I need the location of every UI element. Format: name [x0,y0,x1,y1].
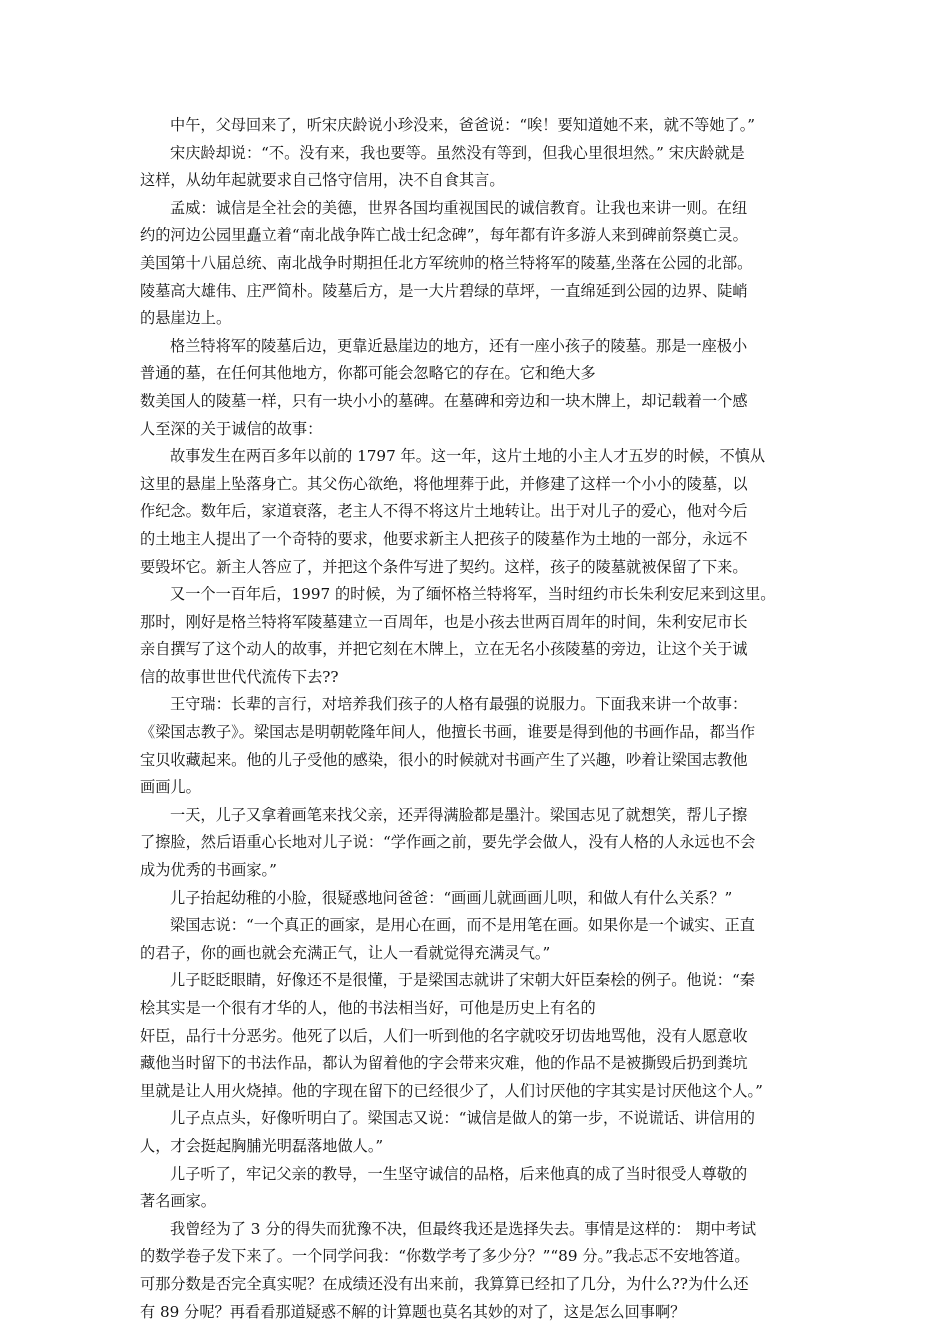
text-line: 桧其实是一个很有才华的人，他的书法相当好，可他是历史上有名的 [140,999,596,1017]
text-line: 儿子点点头，好像听明白了。梁国志又说：“诚信是做人的第一步，不说谎话、讲信用的 [170,1109,755,1128]
text-line: 数美国人的陵墓一样，只有一块小小的墓碑。在墓碑和旁边和一块木牌上，却记载着一个感 [140,391,748,410]
text-line: 《梁国志教子》。梁国志是明朝乾隆年间人，他擅长书画，谁要是得到他的书画作品，都当作 [140,723,756,742]
text-line: 藏他当时留下的书法作品，都认为留着他的字会带来灾难，他的作品不是被撕毁后扔到粪坑 [140,1054,748,1073]
text-line: 作纪念。数年后，家道衰落，老主人不得不将这片土地转让。出于对儿子的爱心，他对今后 [140,502,748,521]
text-line: 约的河边公园里矗立着“南北战争阵亡战士纪念碑”，每年都有许多游人来到碑前祭奠亡灵。 [140,226,748,245]
text-line: 的君子，你的画也就会充满正气，让人一看就觉得充满灵气。” [140,943,551,962]
text-line: 的悬崖边上。 [140,309,232,328]
text-line: 宋庆龄却说：“不。没有来，我也要等。虽然没有等到，但我心里很坦然。” 宋庆龄就是 [170,143,745,162]
text-line: 又一个一百年后，1997 的时候，为了缅怀格兰特将军，当时纽约市长朱利安尼来到这里。 [170,585,776,604]
text-line: 儿子眨眨眼睛，好像还不是很懂，于是梁国志就讲了宋朝大奸臣秦桧的例子。他说：“秦 [170,971,755,990]
text-line: 儿子听了，牢记父亲的教导，一生坚守诚信的品格，后来他真的成了当时很受人尊敬的 [170,1164,748,1183]
text-line: 著名画家。 [140,1192,216,1211]
text-line: 成为优秀的书画家。” [140,861,277,880]
text-line: 的土地主人提出了一个奇特的要求，他要求新主人把孩子的陵墓作为土地的一部分，永远不 [140,529,748,548]
text-line: 美国第十八届总统、南北战争时期担任北方军统帅的格兰特将军的陵墓,坐落在公园的北部。 [140,253,753,272]
text-line: 亲自撰写了这个动人的故事，并把它刻在木牌上，立在无名小孩陵墓的旁边，让这个关于诚 [140,640,748,659]
text-line: 要毁坏它。新主人答应了，并把这个条件写进了契约。这样，孩子的陵墓就被保留了下来。 [140,557,748,576]
text-line: 我曾经为了 3 分的得失而犹豫不决，但最终我还是选择失去。事情是这样的： 期中考试 [170,1219,757,1238]
text-line: 有 89 分呢？再看看那道疑惑不解的计算题也莫名其妙的对了，这是怎么回事啊？ [140,1302,686,1321]
text-line: 这样，从幼年起就要求自己恪守信用，决不自食其言。 [140,171,505,190]
text-line: 一天，儿子又拿着画笔来找父亲，还弄得满脸都是墨汁。梁国志见了就想笑，帮儿子擦 [170,805,748,824]
text-line: 宝贝收藏起来。他的儿子受他的感染，很小的时候就对书画产生了兴趣，吵着让梁国志教他 [140,750,748,769]
text-line: 故事发生在两百多年以前的 1797 年。这一年，这片土地的小主人才五岁的时候，不慎从 [170,447,766,466]
text-line: 这里的悬崖上坠落身亡。其父伤心欲绝，将他埋葬于此，并修建了这样一个小小的陵墓，以 [140,474,748,493]
text-line: 中午，父母回来了，听宋庆龄说小珍没来，爸爸说：“唉！要知道她不来，就不等她了。” [170,116,756,134]
text-line: 画画儿。 [140,778,201,797]
text-line: 里就是让人用火烧掉。他的字现在留下的已经很少了，人们讨厌他的字其实是讨厌他这个人。” [140,1081,763,1100]
document-page [140,112,820,1326]
text-line: 陵墓高大雄伟、庄严简朴。陵墓后方，是一大片碧绿的草坪，一直绵延到公园的边界、陡峭 [140,281,748,300]
text-line: 那时，刚好是格兰特将军陵墓建立一百周年，也是小孩去世两百周年的时间，朱利安尼市长 [140,612,748,631]
text-line: 人至深的关于诚信的故事： [140,419,323,438]
text-line: 人，才会挺起胸脯光明磊落地做人。” [140,1136,384,1155]
text-line: 的数学卷子发下来了。一个同学问我：“你数学考了多少分？”“89 分。”我忐忑不安地答道。 [140,1247,750,1266]
text-line: 王守瑞：长辈的言行，对培养我们孩子的人格有最强的说服力。下面我来讲一个故事： [170,695,748,714]
text-line: 信的故事世世代代流传下去?? [140,667,339,686]
text-line: 孟威：诚信是全社会的美德，世界各国均重视国民的诚信教育。让我也来讲一则。在纽 [170,198,748,217]
text-line: 梁国志说：“一个真正的画家，是用心在画，而不是用笔在画。如果你是一个诚实、正直 [170,916,755,935]
text-line: 可那分数是否完全真实呢？在成绩还没有出来前，我算算已经扣了几分，为什么??为什么还 [140,1274,749,1293]
text-line: 儿子抬起幼稚的小脸，很疑惑地问爸爸：“画画儿就画画儿呗，和做人有什么关系？” [170,888,733,907]
text-line: 奸臣，品行十分恶劣。他死了以后，人们一听到他的名字就咬牙切齿地骂他，没有人愿意收 [140,1026,748,1045]
text-line: 格兰特将军的陵墓后边，更靠近悬崖边的地方，还有一座小孩子的陵墓。那是一座极小 [170,336,748,355]
text-line: 普通的墓，在任何其他地方，你都可能会忽略它的存在。它和绝大多 [140,364,596,383]
text-line: 了擦脸，然后语重心长地对儿子说：“学作画之前，要先学会做人，没有人格的人永远也不会 [140,833,756,852]
